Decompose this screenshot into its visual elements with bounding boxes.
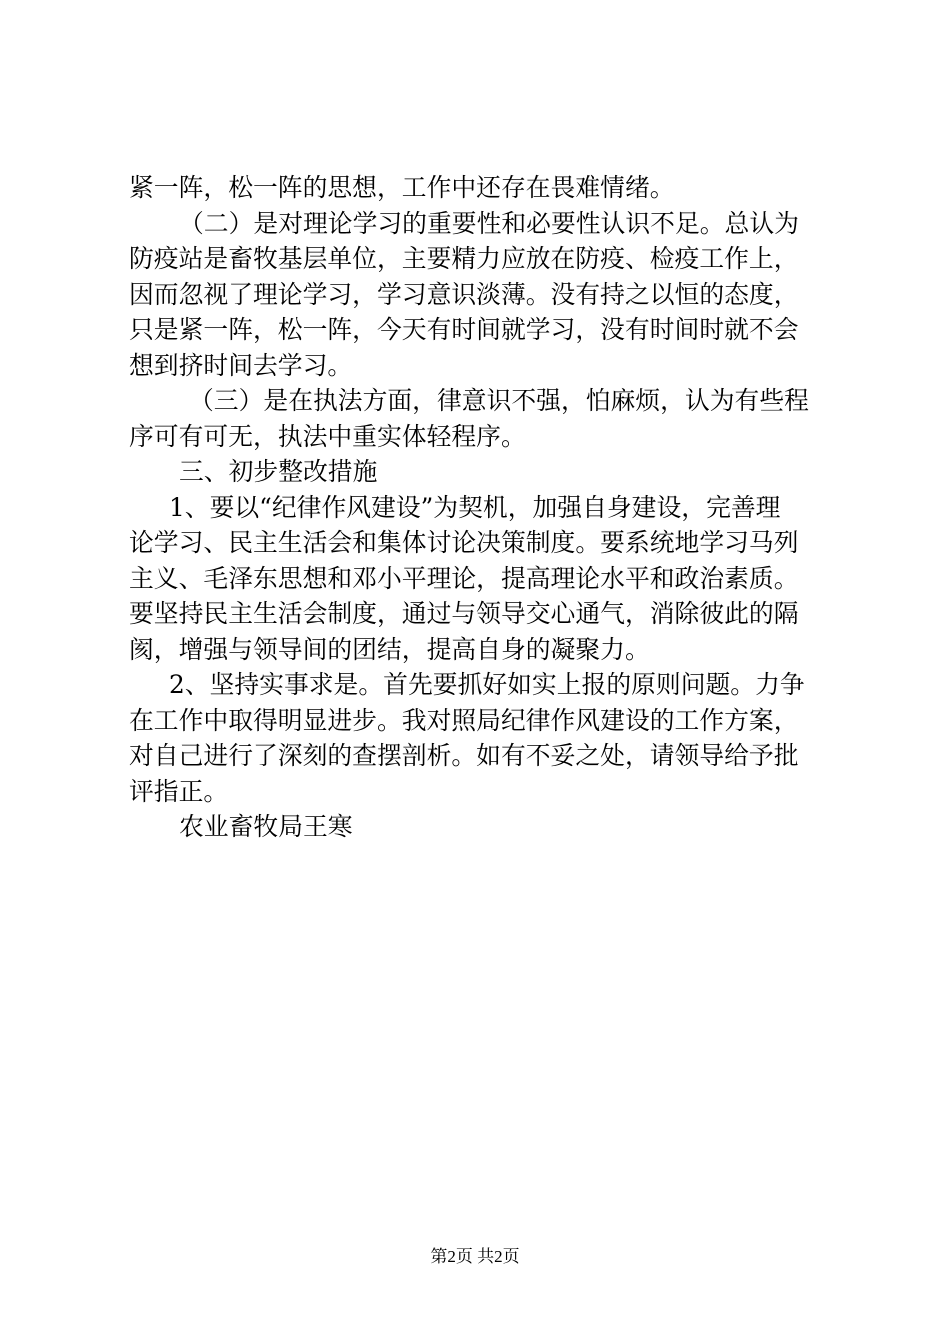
signature-line: 农业畜牧局王寒 <box>179 812 353 841</box>
text-line: 论学习、民主生活会和集体讨论决策制度。要系统地学习马列 <box>129 528 799 557</box>
text-line: 阂，增强与领导间的团结，提高自身的凝聚力。 <box>129 634 650 664</box>
text-line: 紧一阵，松一阵的思想，工作中还存在畏难情绪。 <box>129 173 675 202</box>
text-line: 评指正。 <box>129 776 229 806</box>
text-line: 1、要以“纪律作风建设”为契机，加强自身建设，完善理 <box>169 492 781 522</box>
document-body <box>129 170 841 845</box>
page-footer: 第2页 共2页 <box>430 1247 520 1266</box>
text-line: 想到挤时间去学习。 <box>129 350 353 380</box>
text-line: 2、坚持实事求是。首先要抓好如实上报的原则问题。力争 <box>169 670 805 699</box>
text-line: 防疫站是畜牧基层单位，主要精力应放在防疫、检疫工作上， <box>129 244 799 273</box>
section-heading: 三、初步整改措施 <box>179 457 378 486</box>
text-line: 因而忽视了理论学习，学习意识淡薄。没有持之以恒的态度， <box>129 279 799 309</box>
text-line: （三）是在执法方面，律意识不强，怕麻烦，认为有些程 <box>189 386 809 415</box>
text-line: 只是紧一阵，松一阵，今天有时间就学习，没有时间时就不会 <box>129 315 799 344</box>
text-line: 主义、毛泽东思想和邓小平理论，提高理论水平和政治素质。 <box>129 563 799 593</box>
text-line: 序可有可无，执法中重实体轻程序。 <box>129 421 526 451</box>
text-line: （二）是对理论学习的重要性和必要性认识不足。总认为 <box>179 208 799 238</box>
text-line: 对自己进行了深刻的查摆剖析。如有不妥之处，请领导给予批 <box>129 741 799 770</box>
text-line: 要坚持民主生活会制度，通过与领导交心通气，消除彼此的隔 <box>129 599 799 628</box>
text-line: 在工作中取得明显进步。我对照局纪律作风建设的工作方案， <box>129 705 799 735</box>
